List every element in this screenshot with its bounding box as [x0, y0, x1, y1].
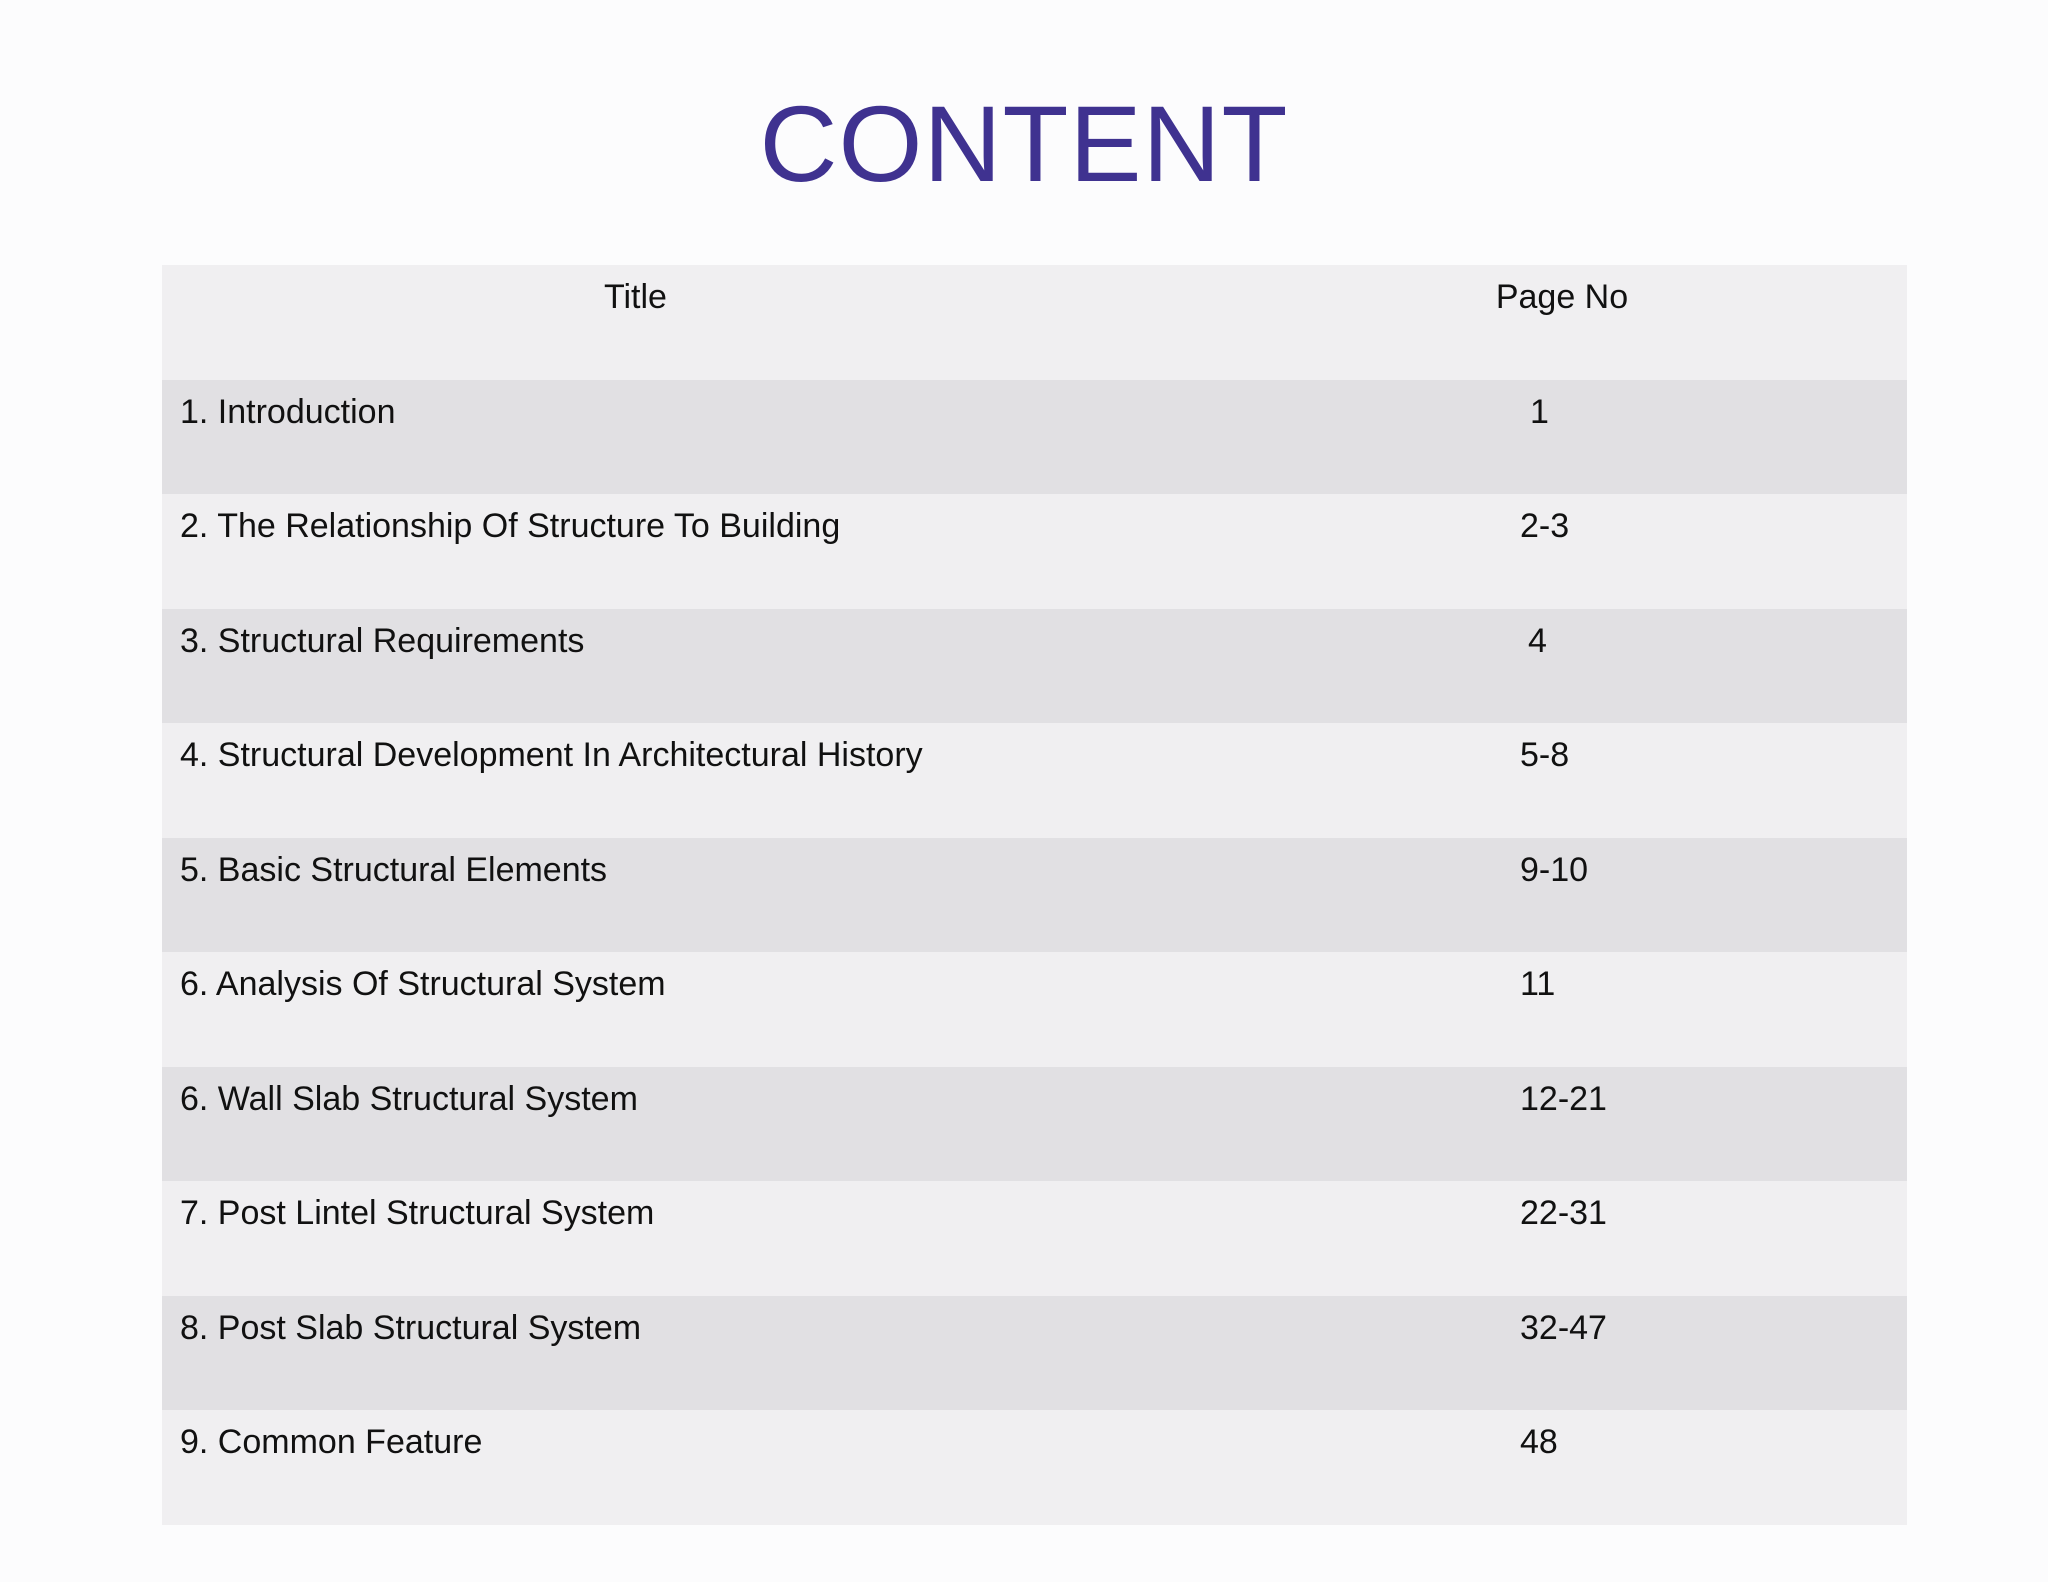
row-title: 6. Analysis Of Structural System — [180, 965, 666, 1003]
row-title: 6. Wall Slab Structural System — [180, 1079, 638, 1118]
row-title: 1. Introduction — [180, 392, 396, 431]
row-page-number: 5-8 — [1520, 736, 1570, 774]
table-row — [162, 1067, 1907, 1182]
table-row — [162, 723, 1907, 838]
row-page-number: 2-3 — [1520, 507, 1570, 545]
row-title: 9. Common Feature — [180, 1423, 483, 1461]
table-row — [162, 1296, 1907, 1411]
row-page-number: 4 — [1528, 621, 1547, 660]
row-page-number: 1 — [1530, 392, 1549, 431]
row-title: 3. Structural Requirements — [180, 621, 585, 660]
table-header-row — [162, 265, 1907, 380]
row-title: 4. Structural Development In Architectural History — [180, 736, 923, 774]
table-row — [162, 1410, 1907, 1525]
table-row — [162, 609, 1907, 724]
table-row — [162, 952, 1907, 1067]
column-header-page-no: Page No — [1495, 278, 1629, 316]
table-row — [162, 494, 1907, 609]
row-page-number: 22-31 — [1520, 1194, 1607, 1232]
row-page-number: 12-21 — [1520, 1079, 1607, 1118]
row-page-number: 9-10 — [1520, 850, 1589, 889]
row-title: 5. Basic Structural Elements — [180, 850, 608, 889]
row-title: 7. Post Lintel Structural System — [180, 1194, 655, 1232]
row-title: 8. Post Slab Structural System — [180, 1308, 642, 1347]
row-page-number: 11 — [1520, 965, 1556, 1003]
column-header-title: Title — [604, 278, 667, 316]
table-row — [162, 380, 1907, 495]
row-page-number: 32-47 — [1520, 1308, 1607, 1347]
row-title: 2. The Relationship Of Structure To Building — [180, 507, 841, 545]
contents-table — [162, 265, 1907, 1525]
table-row — [162, 1181, 1907, 1296]
table-row — [162, 838, 1907, 953]
row-page-number: 48 — [1520, 1423, 1558, 1461]
page-title: CONTENT — [759, 83, 1289, 204]
